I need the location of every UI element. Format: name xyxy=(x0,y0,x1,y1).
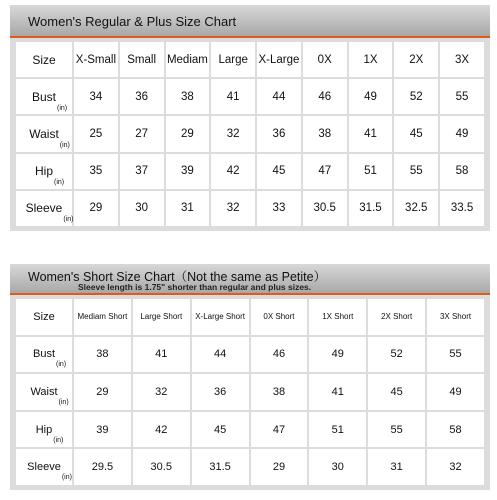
column-header: X-Large Short xyxy=(192,299,249,335)
table-cell: 49 xyxy=(440,116,484,151)
table-row xyxy=(16,154,484,189)
unit-label: (in) xyxy=(59,141,70,149)
column-header: 3X xyxy=(440,42,484,77)
table-cell: 31 xyxy=(368,449,425,485)
table-cell: 29.5 xyxy=(74,449,131,485)
table-cell: 33.5 xyxy=(440,191,484,226)
table-cell: 38 xyxy=(251,374,308,410)
column-header: X-Large xyxy=(257,42,301,77)
table-cell: 31.5 xyxy=(192,449,249,485)
table-cell: 34 xyxy=(74,79,118,114)
table-cell: 32 xyxy=(211,191,255,226)
table-cell: 52 xyxy=(394,79,438,114)
table-cell: 32 xyxy=(427,449,484,485)
header-row xyxy=(16,42,484,77)
table-cell: 30 xyxy=(309,449,366,485)
chart-title: Women's Regular & Plus Size Chart xyxy=(28,14,237,29)
column-header: 0X Short xyxy=(251,299,308,335)
table-cell: 29 xyxy=(74,191,118,226)
table-cell: 52 xyxy=(368,337,425,373)
table-cell: 55 xyxy=(427,337,484,373)
table-cell: 42 xyxy=(211,154,255,189)
row-label: Hip (in) xyxy=(16,154,72,189)
table-cell: 38 xyxy=(166,79,210,114)
table-cell: 29 xyxy=(166,116,210,151)
header-row xyxy=(16,299,484,335)
table-cell: 35 xyxy=(74,154,118,189)
table-cell: 58 xyxy=(427,412,484,448)
table-cell: 55 xyxy=(368,412,425,448)
table-cell: 38 xyxy=(303,116,347,151)
column-header: Mediam xyxy=(166,42,210,77)
row-label: Bust (in) xyxy=(16,337,72,373)
unit-label: (in) xyxy=(54,179,65,187)
table-cell: 49 xyxy=(349,79,393,114)
row-label: Hip (in) xyxy=(16,412,72,448)
row-label: Waist (in) xyxy=(16,374,72,410)
table-cell: 41 xyxy=(309,374,366,410)
table-cell: 32.5 xyxy=(394,191,438,226)
row-label: Sleeve (in) xyxy=(16,191,72,226)
table-cell: 42 xyxy=(133,412,190,448)
table-row xyxy=(16,374,484,410)
row-label: Bust (in) xyxy=(16,79,72,114)
chart-title: Women's Short Size Chart（Not the same as Petite） xyxy=(28,270,327,284)
table-cell: 36 xyxy=(120,79,164,114)
size-table xyxy=(14,297,486,487)
column-header: 2X xyxy=(394,42,438,77)
column-header: 0X xyxy=(303,42,347,77)
column-header: 3X Short xyxy=(427,299,484,335)
corner-label: Size xyxy=(16,42,72,77)
table-cell: 46 xyxy=(303,79,347,114)
table-cell: 47 xyxy=(251,412,308,448)
table-cell: 25 xyxy=(74,116,118,151)
table-cell: 44 xyxy=(257,79,301,114)
table-cell: 29 xyxy=(251,449,308,485)
table-cell: 30.5 xyxy=(133,449,190,485)
table-row xyxy=(16,412,484,448)
table-cell: 45 xyxy=(257,154,301,189)
corner-label: Size xyxy=(16,299,72,335)
chart-subtitle: Sleeve length is 1.75" shorter than regular and plus sizes. xyxy=(78,282,312,292)
unit-label: (in) xyxy=(56,361,67,369)
table-cell: 32 xyxy=(211,116,255,151)
table-cell: 49 xyxy=(309,337,366,373)
table-cell: 51 xyxy=(309,412,366,448)
table-cell: 58 xyxy=(440,154,484,189)
column-header: 1X Short xyxy=(309,299,366,335)
table-cell: 55 xyxy=(440,79,484,114)
column-header: 1X xyxy=(349,42,393,77)
table-cell: 37 xyxy=(120,154,164,189)
chart-header xyxy=(10,5,490,38)
column-header: X-Small xyxy=(74,42,118,77)
column-header: Mediam Short xyxy=(74,299,131,335)
column-header: Large xyxy=(211,42,255,77)
table-row xyxy=(16,337,484,373)
column-header: Large Short xyxy=(133,299,190,335)
table-cell: 45 xyxy=(368,374,425,410)
table-cell: 49 xyxy=(427,374,484,410)
table-cell: 27 xyxy=(120,116,164,151)
table-cell: 44 xyxy=(192,337,249,373)
row-label: Waist (in) xyxy=(16,116,72,151)
table-cell: 29 xyxy=(74,374,131,410)
unit-label: (in) xyxy=(61,474,72,482)
table-cell: 30.5 xyxy=(303,191,347,226)
unit-label: (in) xyxy=(58,398,69,406)
table-cell: 46 xyxy=(251,337,308,373)
table-cell: 31.5 xyxy=(349,191,393,226)
table-row xyxy=(16,79,484,114)
table-cell: 45 xyxy=(394,116,438,151)
table-cell: 39 xyxy=(166,154,210,189)
table-row xyxy=(16,449,484,485)
table-cell: 33 xyxy=(257,191,301,226)
table-cell: 30 xyxy=(120,191,164,226)
table-cell: 51 xyxy=(349,154,393,189)
table-row xyxy=(16,191,484,226)
table-cell: 31 xyxy=(166,191,210,226)
table-cell: 55 xyxy=(394,154,438,189)
table-cell: 36 xyxy=(192,374,249,410)
table-cell: 41 xyxy=(349,116,393,151)
table-cell: 41 xyxy=(133,337,190,373)
table-cell: 45 xyxy=(192,412,249,448)
size-table xyxy=(14,40,486,228)
table-row xyxy=(16,116,484,151)
row-label: Sleeve (in) xyxy=(16,449,72,485)
unit-label: (in) xyxy=(63,216,74,224)
table-cell: 47 xyxy=(303,154,347,189)
column-header: 2X Short xyxy=(368,299,425,335)
table-cell: 39 xyxy=(74,412,131,448)
chart-header xyxy=(10,264,490,295)
unit-label: (in) xyxy=(53,436,64,444)
column-header: Small xyxy=(120,42,164,77)
table-cell: 32 xyxy=(133,374,190,410)
unit-label: (in) xyxy=(57,104,68,112)
regular-plus-size-chart xyxy=(10,5,490,231)
table-cell: 36 xyxy=(257,116,301,151)
table-cell: 38 xyxy=(74,337,131,373)
short-size-chart xyxy=(10,264,490,490)
table-cell: 41 xyxy=(211,79,255,114)
